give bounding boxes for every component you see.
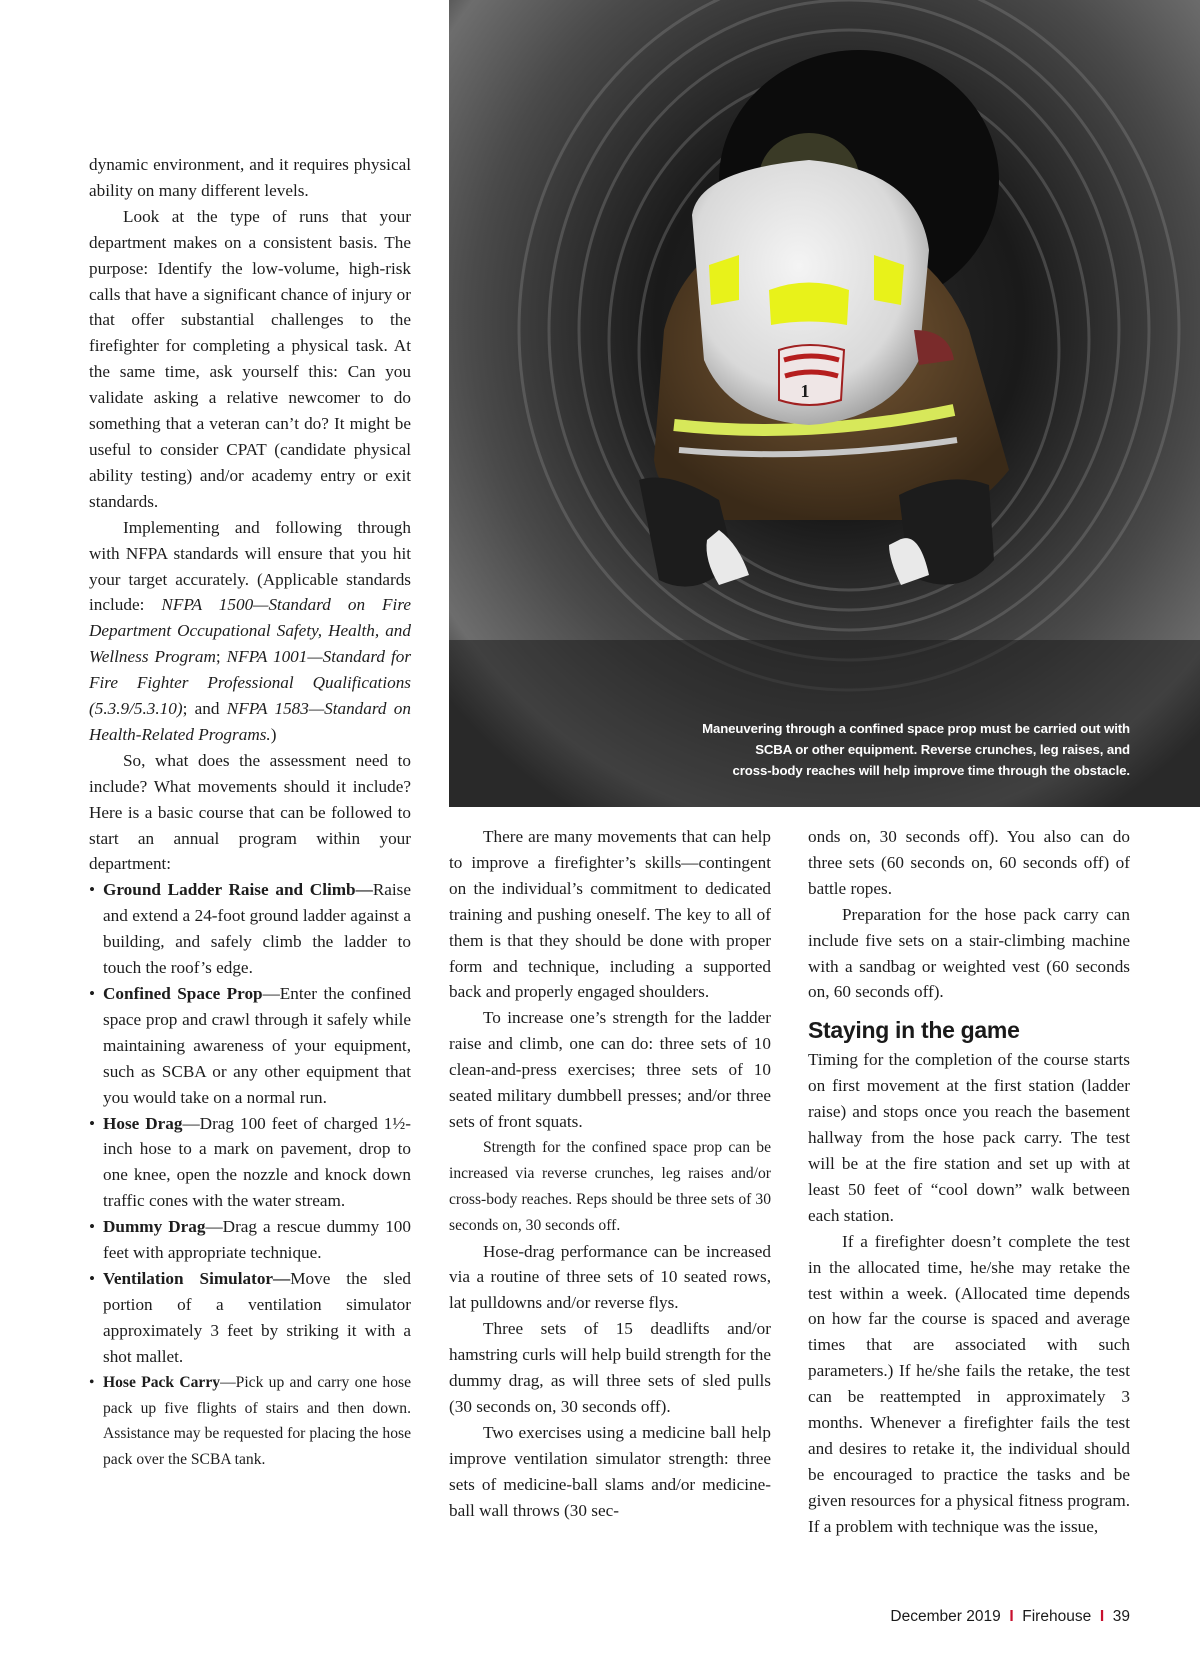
station-term: Ventilation Simulator— xyxy=(103,1268,291,1288)
helmet-reflector xyxy=(769,283,849,326)
article-column-1 xyxy=(89,152,411,1473)
photo-confined-space-prop xyxy=(449,0,1200,807)
station-description: Raise and extend a 24-foot ground ladder against a building, and safely climb the ladder to touch the roof’s edge. xyxy=(103,880,411,978)
list-item xyxy=(89,1266,411,1370)
station-description: —Drag 100 feet of charged 1½-inch hose to a mark on pavement, drop to one knee, open the nozzle and knock down traffic cones with the water stream. xyxy=(103,1113,411,1211)
paragraph: Three sets of 15 deadlifts and/or hamstring curls will help build strength for the dummy drag, as will three sets of sled pulls (30 seconds on, 30 seconds off). xyxy=(449,1319,771,1416)
text-run: ; and xyxy=(182,699,227,719)
standard-title: NFPA 1500—Standard on Fire Department Occupational Safety, Health, and Wellness Program xyxy=(89,595,411,667)
list-item xyxy=(89,1370,411,1474)
firefighter-in-tube-illustration xyxy=(449,0,1200,807)
course-station-list xyxy=(89,877,411,1473)
paragraph-nfpa-standards xyxy=(89,515,411,748)
standard-title: NFPA 1001—Standard for Fire Fighter Professional Qualifications (5.3.9/5.3.10) xyxy=(89,647,412,719)
list-item xyxy=(89,877,411,981)
text-run: Implementing and following through with NFPA standards will ensure that you hit your target accurately. (Applicable standards include: xyxy=(89,517,411,615)
section-heading: Staying in the game xyxy=(808,1017,1020,1044)
caption-line: cross-body reaches will help improve time through the obstacle. xyxy=(732,763,1130,778)
page-folio xyxy=(890,1608,1130,1626)
magazine-name: Firehouse xyxy=(1022,1608,1092,1625)
text-run: ) xyxy=(270,724,277,744)
caption-line: SCBA or other equipment. Reverse crunches, leg raises, and xyxy=(755,742,1130,757)
station-term: Hose Drag xyxy=(103,1113,183,1133)
paragraph: Hose-drag performance can be increased via a routine of three sets of 10 seated rows, lat pulldowns and/or reverse flys. xyxy=(449,1241,771,1313)
paragraph: Timing for the completion of the course starts on first movement at the first station (ladder raise) and stops once you reach the basement hallway from the hose pack carry. The test will be at the fire station and set up with at least 50 feet of “cool down” walk between each station. xyxy=(808,1050,1130,1225)
station-description: —Enter the confined space prop and crawl through it safely while maintaining awareness of your equipment, such as SCBA or any other equipment that you would take on a normal run. xyxy=(103,984,411,1107)
paragraph: Two exercises using a medicine ball help improve ventilation simulator strength: three sets of medicine-ball slams and/or medicine-ball wall throws (30 sec- xyxy=(449,1422,771,1520)
station-term: Ground Ladder Raise and Climb— xyxy=(103,880,373,900)
separator-bar: I xyxy=(1095,1608,1109,1625)
station-term: Hose Pack Carry xyxy=(103,1373,221,1391)
list-item xyxy=(89,981,411,1111)
article-column-3 xyxy=(808,824,1130,1540)
paragraph: There are many movements that can help to improve a firefighter’s skills—contingent on the individual’s commitment to dedicated training and pushing oneself. The key to all of them is that they should be done with proper form and technique, including a supported back and properly engaged shoulders. xyxy=(449,827,771,1002)
caption-line: Maneuvering through a confined space prop must be carried out with xyxy=(702,721,1130,736)
station-description: —Drag a rescue dummy 100 feet with appropriate technique. xyxy=(103,1217,411,1263)
list-item xyxy=(89,1214,411,1266)
station-description: —Pick up and carry one hose pack up five flights of stairs and then down. Assistance may be requested for placing the hose pack over the SCBA tank. xyxy=(103,1373,411,1469)
separator-bar: I xyxy=(1005,1608,1018,1625)
station-term: Confined Space Prop xyxy=(103,984,263,1003)
paragraph: dynamic environment, and it requires physical ability on many different levels. xyxy=(89,155,411,200)
paragraph: Look at the type of runs that your department makes on a consistent basis. The purpose: Identify the low-volume, high-risk calls that have a significant chance of injury or that offer substantial challenges to the firefighter for completing a physical task. At the same time, ask yourself this: Can you validate asking a relative newcomer to do something that a veteran can’t do? It might be useful to consider CPAT (candidate physical ability testing) and/or academy entry or exit standards. xyxy=(89,206,411,511)
page-number: 39 xyxy=(1112,1608,1130,1625)
paragraph: Preparation for the hose pack carry can include five sets on a stair-climbing machine with a sandbag or weighted vest (60 seconds on, 60 seconds off). xyxy=(808,904,1130,1002)
issue-date: December 2019 xyxy=(890,1608,1001,1625)
paragraph: To increase one’s strength for the ladder raise and climb, one can do: three sets of 10 clean-and-press exercises; three sets of 10 seated military dumbbell presses; and/or three sets of front squats. xyxy=(449,1008,771,1131)
helmet-number: 1 xyxy=(800,381,810,401)
paragraph: onds on, 30 seconds off). You also can do three sets (60 seconds on, 60 seconds off) of battle ropes. xyxy=(808,827,1130,898)
text-run: ; xyxy=(215,647,227,667)
paragraph: So, what does the assessment need to include? What movements should it include? Here is a basic course that can be followed to start an annual program within your department: xyxy=(89,750,411,874)
paragraph: Strength for the confined space prop can be increased via reverse crunches, leg raises and/or cross-body reaches. Reps should be three sets of 30 seconds on, 30 seconds off. xyxy=(449,1138,771,1234)
list-item xyxy=(89,1111,411,1215)
standard-title: NFPA 1583—Standard on Health-Related Programs. xyxy=(89,699,411,744)
photo-caption xyxy=(570,718,1130,781)
station-term: Dummy Drag xyxy=(103,1217,206,1237)
paragraph: If a firefighter doesn’t complete the test in the allocated time, he/she may retake the test within a week. (Allocated time depends on how far the course is spaced and average times that are associated with such parameters.) If he/she fails the retake, the test can be reattempted in approximately 3 months. Whenever a firefighter fails the test and desires to retake it, the individual should be encouraged to practice the tasks and be given resources for a physical fitness program. If a problem with technique was the issue, xyxy=(808,1231,1130,1536)
article-column-2 xyxy=(449,824,771,1523)
station-description: Move the sled portion of a ventilation simulator approximately 3 feet by striking it with a shot mallet. xyxy=(103,1268,411,1366)
